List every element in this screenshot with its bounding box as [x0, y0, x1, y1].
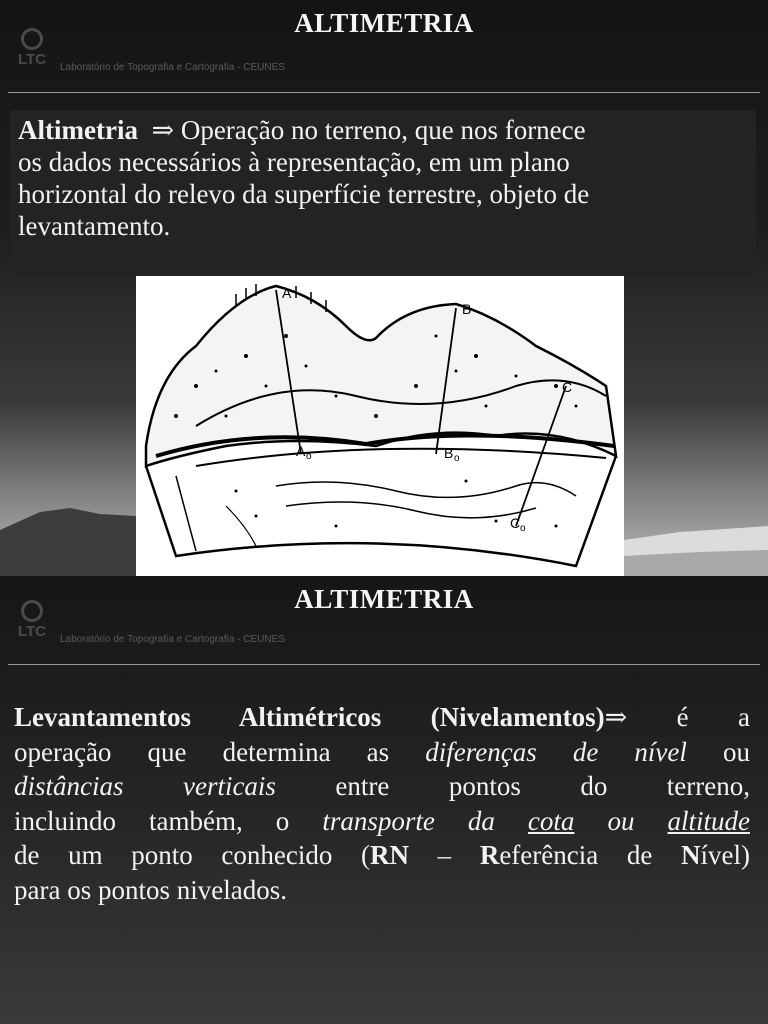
logo-text: LTC	[17, 51, 47, 68]
para-line-2: operação que determina as diferenças de nível ou	[14, 736, 751, 767]
lab-caption: Laboratório de Topografia e Cartografia - CEUNES	[60, 634, 285, 645]
para-line-6: para os pontos nivelados.	[14, 874, 287, 905]
definition-term: Altimetria	[18, 115, 138, 145]
slide-title: ALTIMETRIA	[294, 584, 474, 614]
point-a-label: A	[282, 285, 292, 301]
point-a0-label: A	[296, 443, 306, 459]
projection-plane	[196, 449, 606, 466]
para-line-3: distâncias verticais entre pontos do terreno,	[14, 771, 750, 801]
point-b0-sub: o	[454, 453, 460, 464]
point-c0-sub: o	[520, 523, 526, 534]
point-a0-sub: o	[306, 451, 312, 462]
definition-line-1: Altimetria ⇒ Operação no terreno, que nos fornece	[18, 115, 586, 145]
terrain-drawing	[136, 276, 624, 576]
para-line-4: incluindo também, o transporte da cota ou altitude	[14, 805, 750, 836]
terrain-lower-block	[146, 456, 616, 566]
logo-text: LTC	[17, 623, 47, 640]
header-rule	[8, 664, 760, 665]
point-c0-label: C	[510, 515, 521, 531]
para-line-5: de um ponto conhecido (RN – Referência de Nível)	[14, 840, 750, 870]
definition-line-4: levantamento.	[18, 211, 171, 241]
terrain-block-diagram	[136, 276, 624, 576]
point-b-label: B	[462, 301, 472, 317]
slide-title: ALTIMETRIA	[294, 8, 474, 38]
para-line-1: Levantamentos Altimétricos (Nivelamentos)⇒ é a	[14, 702, 750, 732]
slide-2	[0, 576, 768, 1024]
point-b0-label: B	[444, 445, 454, 461]
definition-line-2: os dados necessários à representação, em um plano	[18, 147, 570, 177]
definition-line-3: horizontal do relevo da superfície terrestre, objeto de	[18, 179, 590, 209]
lab-caption: Laboratório de Topografia e Cartografia - CEUNES	[60, 62, 285, 73]
point-c-label: C	[562, 379, 573, 395]
header-rule	[8, 92, 760, 93]
arrow-icon: ⇒	[604, 702, 628, 732]
arrow-icon: ⇒	[151, 115, 175, 145]
nivelamento-paragraph	[14, 700, 750, 907]
definition-box	[10, 110, 756, 274]
